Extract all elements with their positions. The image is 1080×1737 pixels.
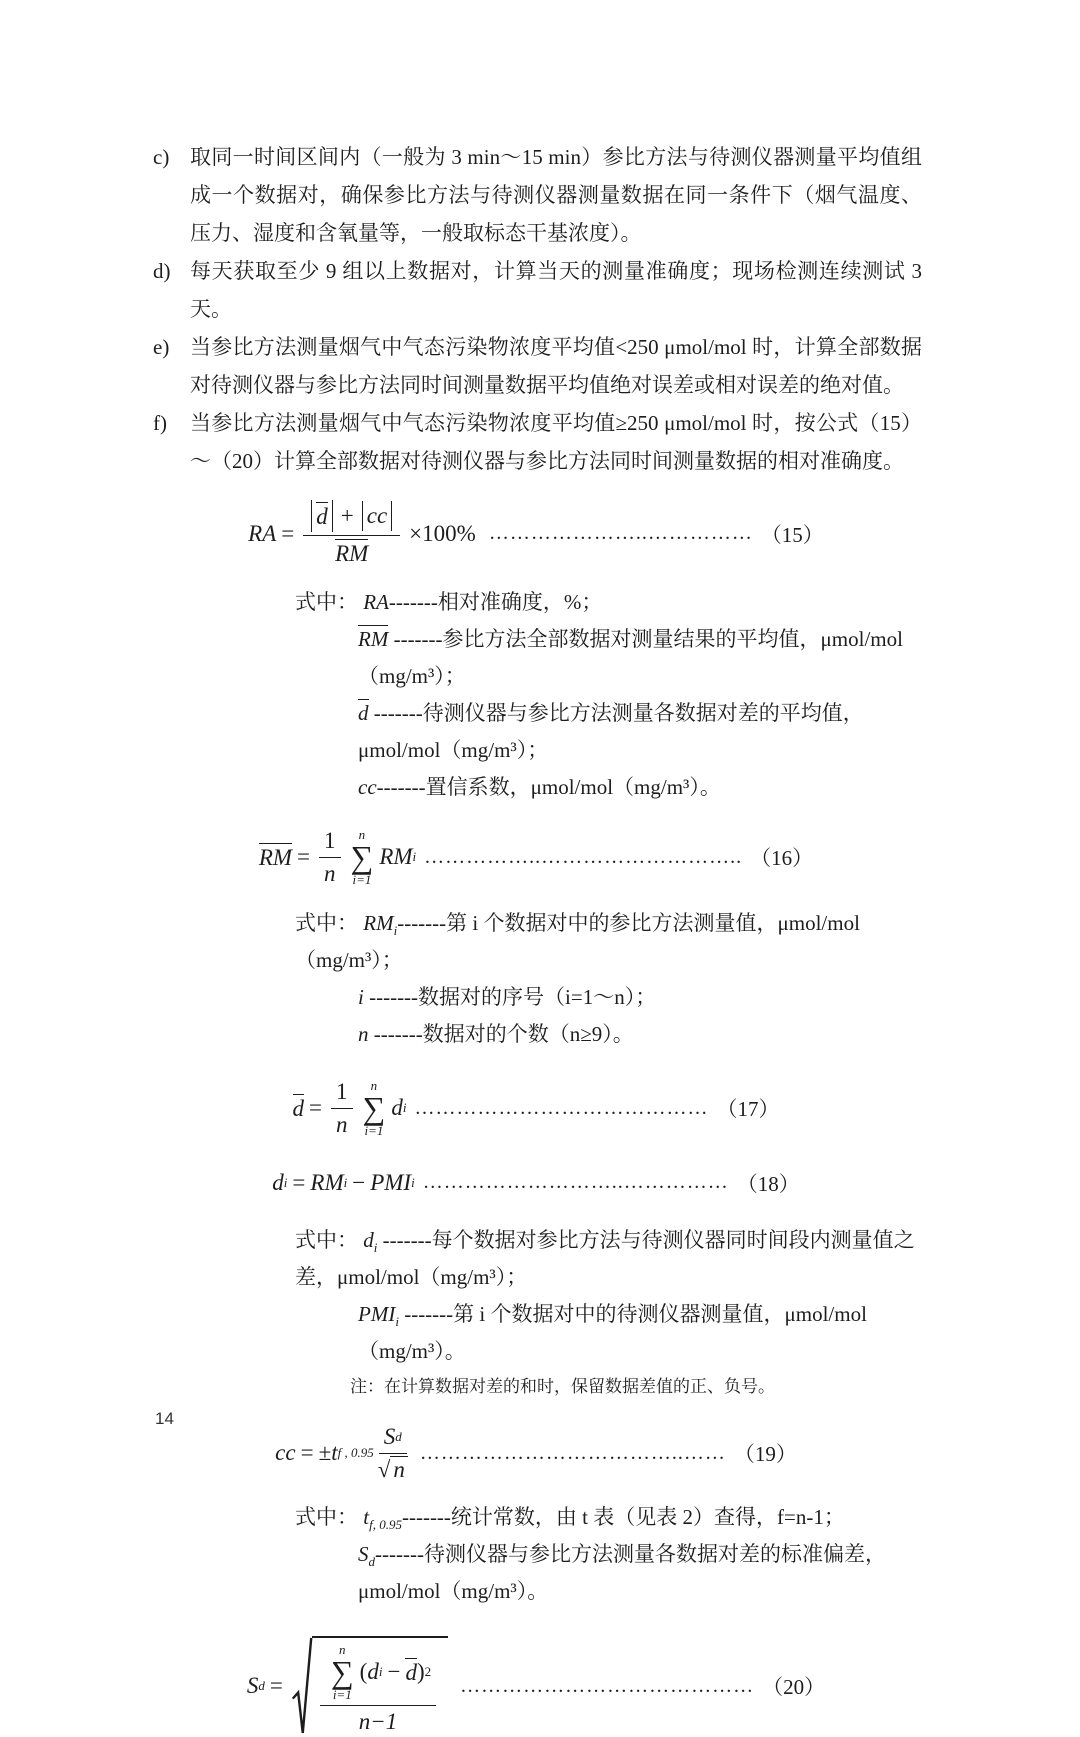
sigma-symbol: ∑ (330, 1654, 354, 1691)
dash-leader: ------- (373, 1021, 423, 1046)
cc-var: cc (366, 503, 388, 529)
d-term: d (391, 1095, 403, 1121)
item-marker: d) (153, 259, 171, 283)
fraction-numerator (303, 500, 400, 536)
square-root (378, 1457, 408, 1483)
d-term: d (272, 1169, 284, 1195)
def-text: 待测仪器与参比方法测量各数据对差的标准偏差，μmol/mol（mg/m³）。 (358, 1541, 886, 1603)
formula-16: RM = $\frac{1}{n}$ n ∑ i=1 RM i ……………..……………………….. （16） (258, 826, 814, 887)
equation-number: （16） (750, 846, 814, 871)
dot-leader: ………………………………..…… (419, 1441, 726, 1464)
sum-upper-limit: n (358, 826, 366, 842)
fraction (320, 1643, 436, 1735)
summation (351, 828, 374, 887)
rm-bar: RM (258, 845, 293, 871)
dot-leader: ……………..……………………….. (424, 845, 743, 868)
minus-sign: − (387, 1659, 401, 1685)
times-100: ×100% (409, 520, 476, 546)
definition-row (295, 905, 922, 979)
summation (363, 1079, 386, 1138)
formula-15 (150, 500, 922, 568)
d-bar: d (405, 1660, 417, 1686)
term-cc: cc (358, 774, 377, 799)
dash-leader: ------- (404, 1301, 454, 1326)
term-t: t (363, 1504, 370, 1529)
definitions-block-2 (295, 905, 922, 1053)
formula-lhs: RA (248, 520, 277, 546)
lettered-list (150, 138, 922, 480)
note-text: 注：在计算数据对差的和时，保留数据差值的正、负号。 (350, 1376, 775, 1396)
close-paren: ) (416, 1659, 425, 1685)
def-label: 式中： (295, 1504, 358, 1529)
fraction-denominator: n (336, 1111, 348, 1137)
radicand-n: n (390, 1456, 408, 1482)
rm-bar: RM (335, 541, 369, 567)
definitions-block-1 (295, 584, 922, 806)
fraction (303, 500, 400, 568)
def-text: 统计常数，由 t 表（见表 2）查得，f=n-1； (450, 1504, 845, 1529)
term-pmi-i: PMI (358, 1301, 396, 1326)
def-text: 待测仪器与参比方法测量各数据对差的平均值，μmol/mol（mg/m³）； (358, 700, 864, 762)
def-text: 参比方法全部数据对测量结果的平均值，μmol/mol（mg/m³）； (358, 626, 903, 688)
formula-18: d i = RM i − PMI i ………………………..…………… （18） (272, 1169, 800, 1196)
term: RA (363, 589, 389, 614)
definition-row (295, 1499, 922, 1536)
formula-20: S d = n ∑ i=1 ( d i − d ) 2 n−1 …………………………………… （20） (150, 1636, 922, 1737)
radicand (312, 1636, 448, 1737)
sum-lower-limit: i=1 (332, 1686, 352, 1702)
equals-sign: = (300, 1440, 314, 1466)
d-bar: d (292, 1096, 305, 1122)
equals-sign: = (281, 520, 295, 546)
big-square-root (292, 1636, 448, 1737)
sum-lower-limit: i=1 (352, 871, 372, 887)
pmi-term: PMI (370, 1169, 412, 1195)
radical-sign: √ (377, 1456, 391, 1482)
list-item-f (150, 404, 922, 480)
def-text: 数据对的序号（i=1～n）； (418, 984, 657, 1009)
item-text: 当参比方法测量烟气中气态污染物浓度平均值≥250 μmol/mol 时，按公式（15）～（20）计算全部数据对待测仪器与参比方法同时间测量数据的相对准确度。 (190, 411, 922, 473)
definition-row (358, 621, 922, 695)
list-item-c (150, 138, 922, 252)
fraction-numerator: 1 (319, 828, 341, 858)
dot-leader: …………………………………… (414, 1096, 709, 1119)
equation-number: （17） (716, 1097, 780, 1122)
def-text: 第 i 个数据对中的参比方法测量值，μmol/mol（mg/m³）； (295, 910, 860, 972)
term-d-bar: d (358, 700, 369, 725)
plus-minus-sign: ± (318, 1440, 332, 1466)
term-n: n (358, 1021, 369, 1046)
term-rm-bar: RM (358, 626, 389, 651)
definitions-block-4 (295, 1499, 922, 1610)
item-marker: e) (153, 335, 170, 359)
equation-number: （20） (762, 1675, 826, 1700)
definition-row (358, 1296, 922, 1370)
dash-leader: ------- (393, 626, 443, 651)
subscript-d: d (368, 1554, 375, 1570)
dash-leader: ------- (397, 910, 447, 935)
item-marker: c) (153, 145, 170, 169)
plus-sign: + (340, 503, 354, 529)
def-text: 每个数据对参比方法与待测仪器同时间段内测量值之差，μmol/mol（mg/m³）； (295, 1227, 915, 1289)
definitions-block-3 (295, 1222, 922, 1404)
dot-leader: …………………..…………… (488, 522, 753, 545)
d-bar: d (316, 504, 328, 529)
equals-sign: = (297, 844, 311, 870)
dash-leader: ------- (369, 984, 419, 1009)
dot-leader: …………………………………… (460, 1674, 755, 1697)
fraction (331, 1079, 353, 1138)
fraction-denominator (335, 536, 368, 567)
dash-leader: ------- (388, 589, 438, 614)
def-text: 第 i 个数据对中的待测仪器测量值，μmol/mol（mg/m³）。 (358, 1301, 867, 1363)
cc-var: cc (275, 1440, 296, 1466)
definition-row (358, 695, 922, 769)
sigma-symbol: ∑ (350, 839, 374, 876)
absolute-value (362, 501, 392, 531)
s-var: S (383, 1423, 396, 1449)
sum-lower-limit: i=1 (364, 1122, 384, 1138)
subscript-i: i (395, 1314, 399, 1330)
definition-row (358, 979, 922, 1016)
def-text: 置信系数，μmol/mol（mg/m³）。 (425, 774, 721, 799)
fraction-denominator: n−1 (358, 1708, 398, 1734)
term-sd: S (358, 1541, 369, 1566)
subscript-f-095: f, 0.95 (369, 1517, 402, 1533)
dash-leader: ------- (375, 1541, 424, 1566)
definition-row (358, 1536, 922, 1610)
fraction (378, 1424, 408, 1483)
definition-row (295, 1222, 922, 1296)
fraction-numerator: 1 (331, 1079, 353, 1109)
equals-sign: = (292, 1169, 306, 1195)
equation-number: （18） (736, 1171, 800, 1196)
definition-row (358, 1016, 922, 1053)
fraction-denominator (378, 1454, 408, 1483)
rm-term: RM (379, 844, 413, 870)
absolute-value (311, 500, 333, 532)
dash-leader: ------- (382, 1227, 432, 1252)
fraction-numerator: n ∑ i=1 ( d i − d ) 2 (320, 1643, 436, 1706)
fraction-denominator: n (324, 860, 336, 886)
item-marker: f) (153, 411, 167, 435)
def-label: 式中： (295, 1227, 358, 1252)
item-text: 当参比方法测量烟气中气态污染物浓度平均值<250 μmol/mol 时，计算全部数据对待测仪器与参比方法同时间测量数据平均值绝对误差或相对误差的绝对值。 (190, 335, 922, 397)
sum-upper-limit: n (370, 1077, 378, 1093)
subscript-i: i (373, 1240, 378, 1256)
equals-sign: = (269, 1673, 283, 1699)
t-var: t (331, 1440, 338, 1466)
summation (331, 1643, 354, 1702)
definition-row (295, 584, 922, 621)
def-text: 相对准确度，%； (437, 589, 603, 614)
equation-number: （15） (760, 522, 824, 547)
term-rm-i: RM (363, 910, 394, 935)
dash-leader: ------- (401, 1504, 451, 1529)
def-text: 数据对的个数（n≥9）。 (422, 1021, 634, 1046)
def-label: 式中： (295, 910, 358, 935)
equation-number: （19） (733, 1442, 797, 1467)
def-label: 式中： (295, 589, 358, 614)
item-text: 每天获取至少 9 组以上数据对，计算当天的测量准确度；现场检测连续测试 3 天。 (190, 259, 922, 321)
list-item-d (150, 252, 922, 328)
item-text: 取同一时间区间内（一般为 3 min～15 min）参比方法与待测仪器测量平均值组成一个数据对，确保参比方法与待测仪器测量数据在同一条件下（烟气温度、压力、湿度和含氧量等，一般取标态干基浓度）。 (190, 145, 922, 245)
fraction-numerator: S d (379, 1424, 407, 1454)
minus-sign: − (352, 1169, 366, 1195)
open-paren: ( (359, 1659, 368, 1685)
fraction (319, 828, 341, 887)
list-item-e (150, 328, 922, 404)
s-var: S (246, 1673, 259, 1699)
definition-row (358, 769, 922, 806)
rm-term: RM (310, 1169, 344, 1195)
term-d-i: d (363, 1227, 374, 1252)
dash-leader: ------- (373, 700, 423, 725)
formula-19: cc = ± t f , 0.95 S d √ n ………………………………..…… （19） (275, 1423, 797, 1482)
term-i: i (358, 984, 364, 1009)
sum-upper-limit: n (339, 1641, 346, 1657)
page-number: 14 (155, 1409, 174, 1428)
equals-sign: = (309, 1095, 323, 1121)
d-term: d (367, 1659, 379, 1685)
dash-leader: ------- (376, 774, 426, 799)
dot-leader: ………………………..…………… (422, 1171, 729, 1194)
sigma-symbol: ∑ (362, 1090, 386, 1127)
formula-17: d = $\frac{1}{n}$ n ∑ i=1 d i …………………………………… （17） (292, 1077, 780, 1138)
subscript-i: i (393, 923, 398, 939)
radical-sign-svg (292, 1636, 312, 1737)
